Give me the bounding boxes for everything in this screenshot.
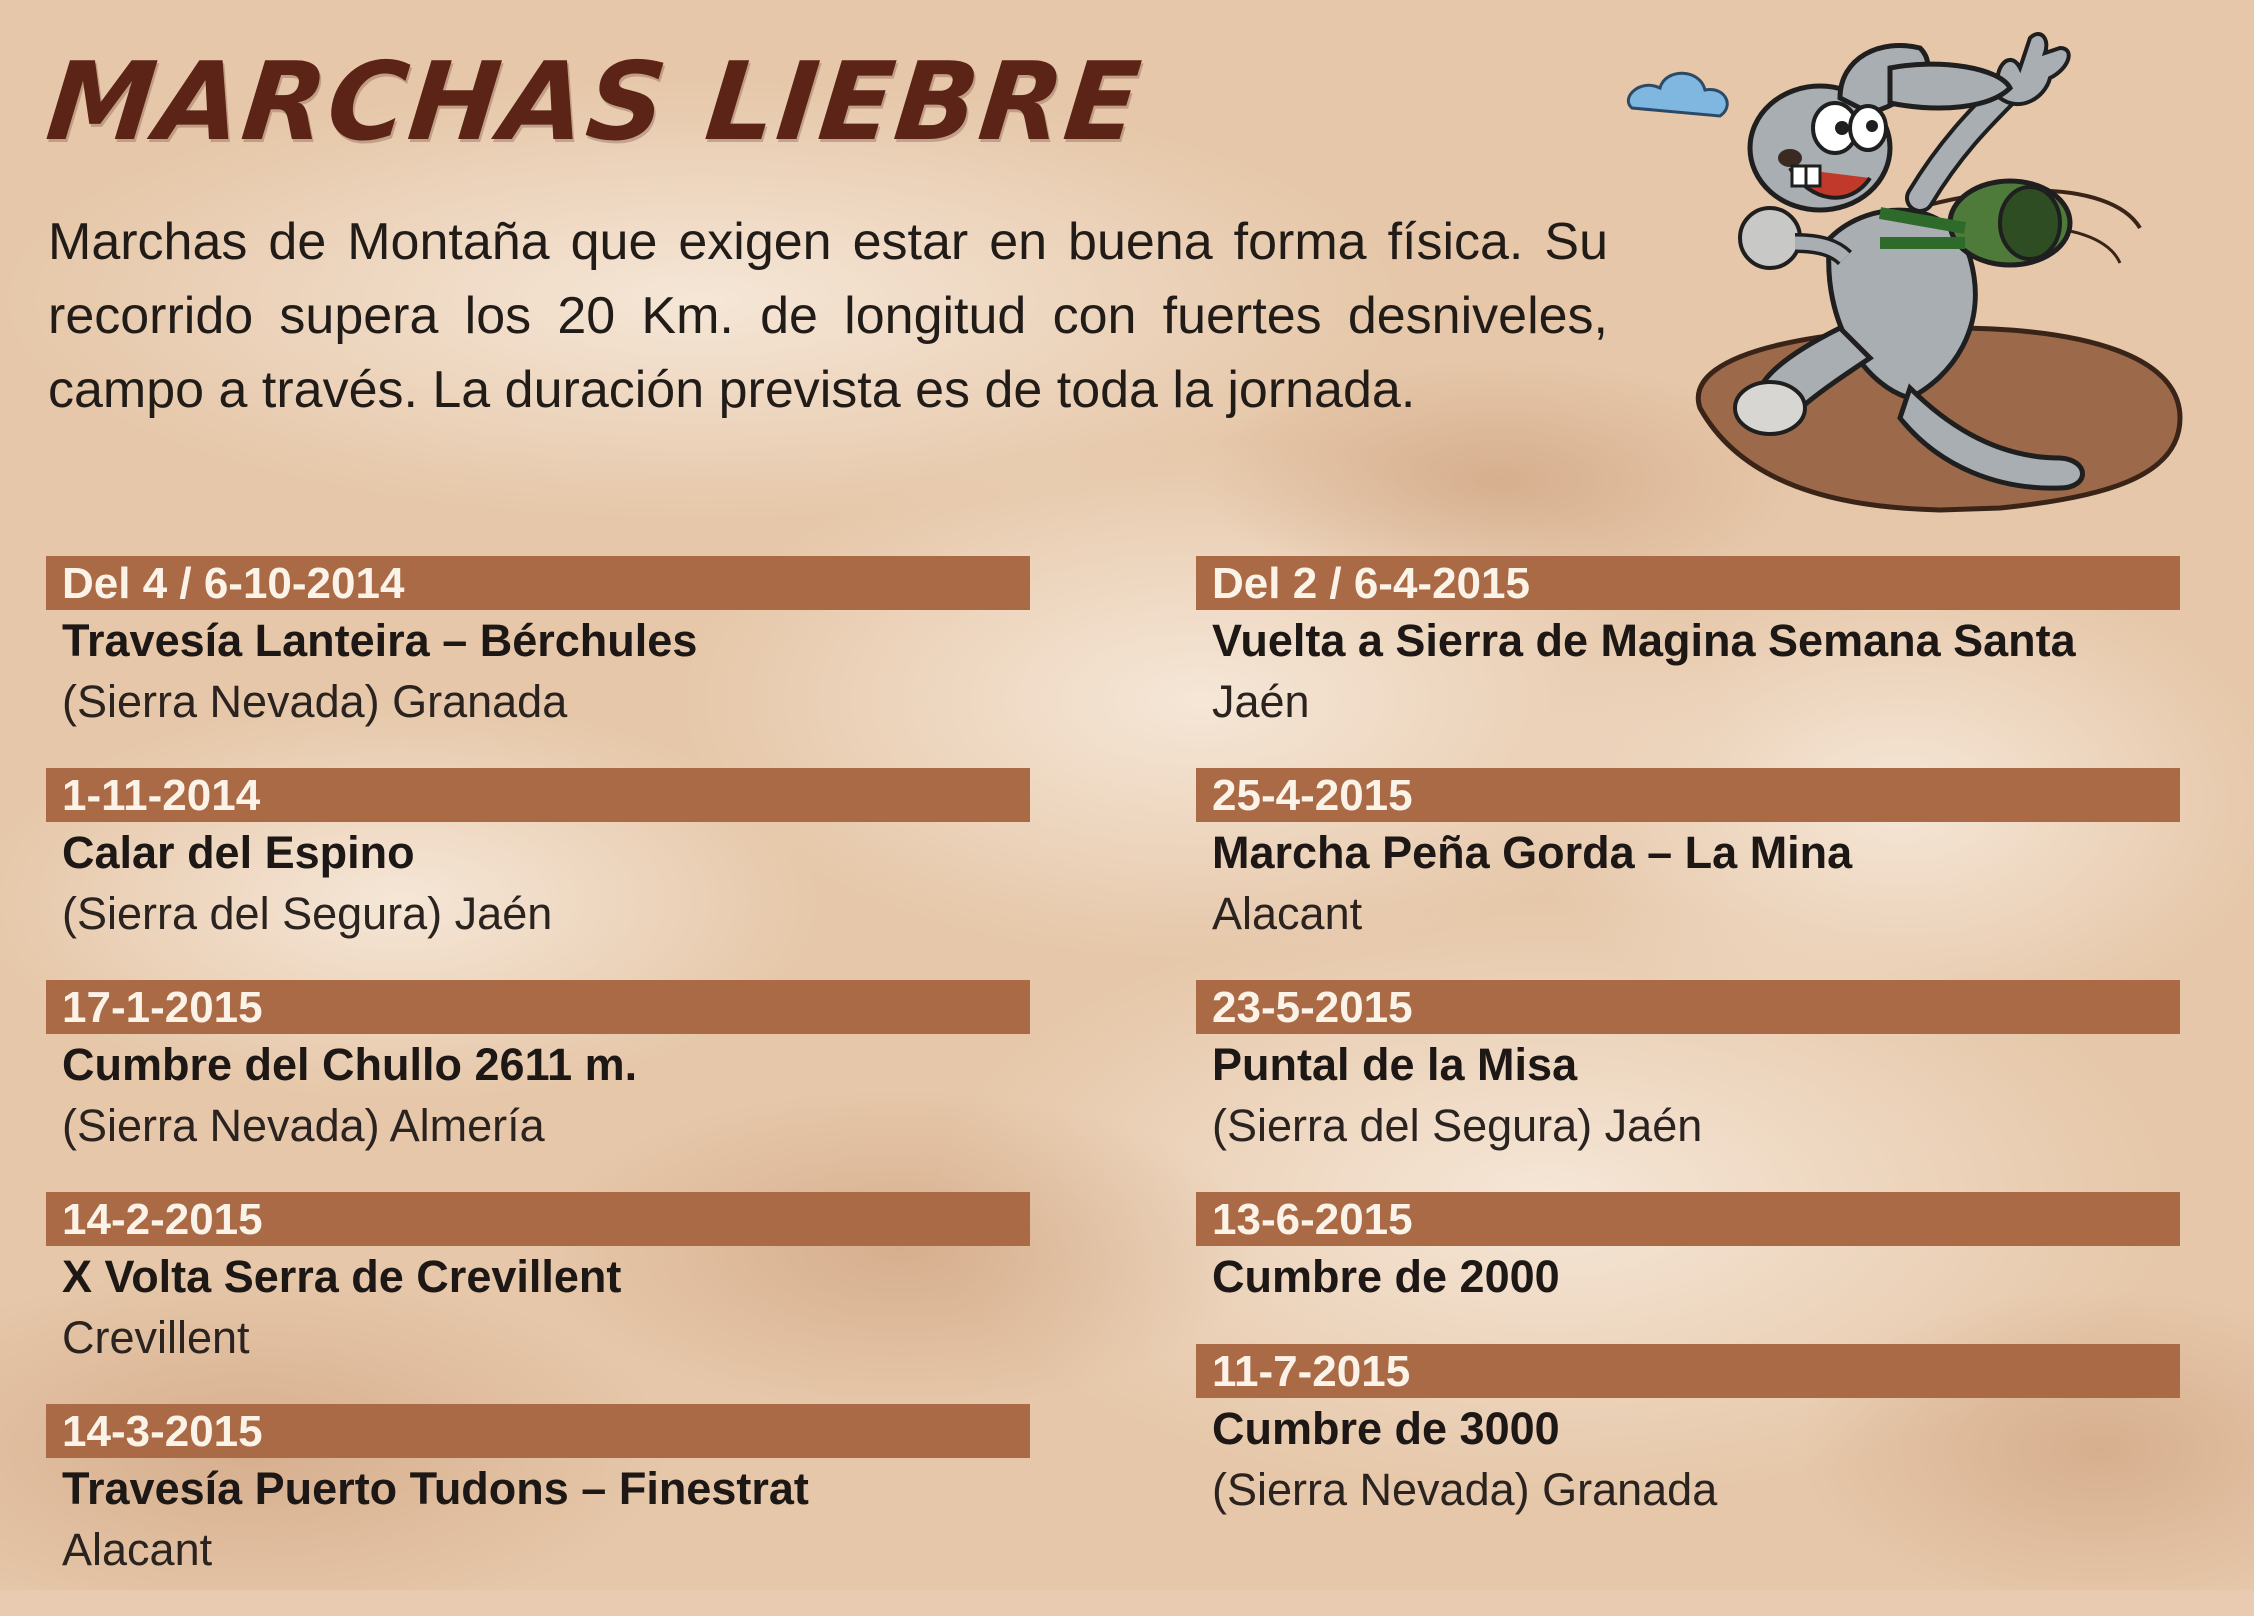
event-place: (Sierra Nevada) Granada [62,676,568,727]
event-name: Travesía Puerto Tudons – Finestrat [62,1463,809,1514]
event-place: Alacant [62,1524,213,1575]
event-entry [46,980,1030,1192]
event-place: (Sierra Nevada) Granada [1212,1464,1718,1515]
event-date: 11-7-2015 [1196,1344,2180,1398]
event-name: Puntal de la Misa [1212,1039,1578,1090]
event-date: Del 4 / 6-10-2014 [46,556,1030,610]
event-name: Cumbre de 2000 [1212,1251,1560,1302]
event-date: 14-2-2015 [46,1192,1030,1246]
event-name: Calar del Espino [62,827,415,878]
event-date: 17-1-2015 [46,980,1030,1034]
event-place: (Sierra del Segura) Jaén [1212,1100,1703,1151]
event-entry [46,768,1030,980]
event-place: (Sierra del Segura) Jaén [62,888,553,939]
right-column [1196,556,2180,1556]
event-entry [1196,980,2180,1192]
event-name: Cumbre de 3000 [1212,1403,1560,1454]
left-column [46,556,1030,1616]
event-place: Crevillent [62,1312,250,1363]
event-date: 1-11-2014 [46,768,1030,822]
event-name: X Volta Serra de Crevillent [62,1251,622,1302]
event-place: Alacant [1212,888,1363,939]
event-entry [1196,556,2180,768]
event-date: 25-4-2015 [1196,768,2180,822]
event-entry [1196,1344,2180,1556]
running-hare-icon [1620,28,2190,528]
event-entry [46,1192,1030,1404]
event-entry [1196,1192,2180,1344]
event-date: Del 2 / 6-4-2015 [1196,556,2180,610]
event-date: 23-5-2015 [1196,980,2180,1034]
event-date: 13-6-2015 [1196,1192,2180,1246]
event-entry [46,1404,1030,1616]
event-name: Marcha Peña Gorda – La Mina [1212,827,1853,878]
event-entry [1196,768,2180,980]
event-place: (Sierra Nevada) Almería [62,1100,545,1151]
intro-paragraph: Marchas de Montaña que exigen estar en buena forma física. Su recorrido supera los 20 Km. de longitud con fuertes desniveles, campo a través. La duración prevista es de toda la jornada. [48,213,1608,419]
event-name: Travesía Lanteira – Bérchules [62,615,698,666]
event-entry [46,556,1030,768]
event-place: Jaén [1212,676,1310,727]
page-title: MARCHAS LIEBRE [41,40,1148,165]
event-name: Cumbre del Chullo 2611 m. [62,1039,638,1090]
event-date: 14-3-2015 [46,1404,1030,1458]
event-name: Vuelta a Sierra de Magina Semana Santa [1212,615,2076,666]
